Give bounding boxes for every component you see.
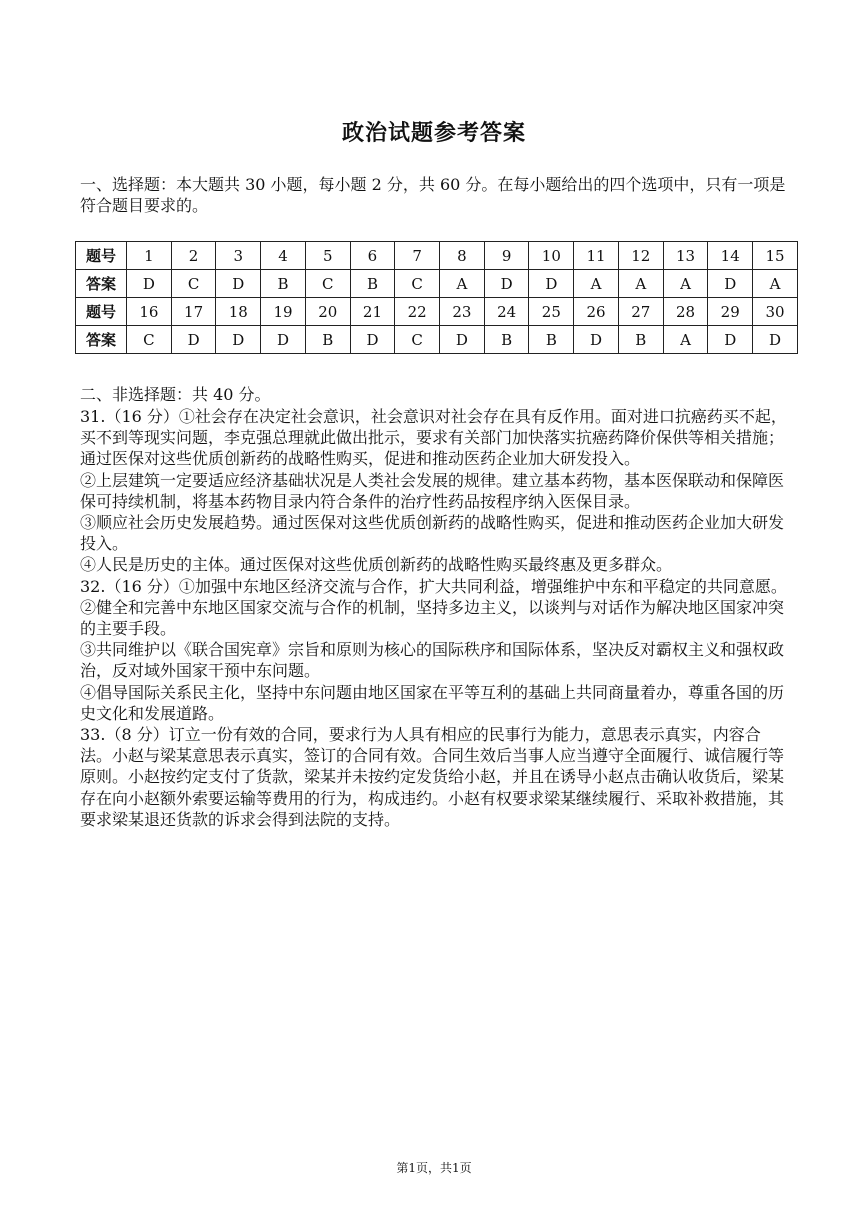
answer-cell: D bbox=[127, 270, 172, 298]
question-number: 4 bbox=[261, 242, 306, 270]
row-label: 答案 bbox=[76, 270, 127, 298]
question-number: 27 bbox=[618, 298, 663, 326]
question-number: 22 bbox=[395, 298, 440, 326]
question-number: 30 bbox=[753, 298, 798, 326]
question-number: 8 bbox=[440, 242, 485, 270]
answer-paragraph: 33.（8 分）订立一份有效的合同，要求行为人具有相应的民事行为能力，意思表示真实，内容合法。小赵与梁某意思表示真实，签订的合同有效。合同生效后当事人应当遵守全面履行、诚信履行等原则。小赵按约定支付了货款，梁某并未按约定发货给小赵，并且在诱导小赵点击确认收货后，梁某存在向小赵额外索要运输等费用的行为，构成违约。小赵有权要求梁某继续履行、采取补救措施，其要求梁某退还货款的诉求会得到法院的支持。 bbox=[80, 725, 785, 829]
answer-cell: D bbox=[261, 326, 306, 354]
answer-cell: B bbox=[261, 270, 306, 298]
page-footer: 第1页，共1页 bbox=[396, 1161, 472, 1175]
answer-cell: C bbox=[171, 270, 216, 298]
question-number: 9 bbox=[484, 242, 529, 270]
answer-cell: C bbox=[395, 326, 440, 354]
page-title: 政治试题参考答案 bbox=[341, 120, 526, 146]
answer-cell: D bbox=[171, 326, 216, 354]
answer-cell: D bbox=[350, 326, 395, 354]
question-number: 5 bbox=[305, 242, 350, 270]
question-number: 16 bbox=[127, 298, 172, 326]
answer-cell: D bbox=[708, 270, 753, 298]
question-number: 21 bbox=[350, 298, 395, 326]
question-number: 18 bbox=[216, 298, 261, 326]
answer-paragraph: ④人民是历史的主体。通过医保对这些优质创新药的战略性购买最终惠及更多群众。 bbox=[80, 555, 673, 575]
answer-cell: B bbox=[484, 326, 529, 354]
question-number: 24 bbox=[484, 298, 529, 326]
question-number: 20 bbox=[305, 298, 350, 326]
answer-cell: A bbox=[440, 270, 485, 298]
answer-cell: C bbox=[305, 270, 350, 298]
question-number: 6 bbox=[350, 242, 395, 270]
question-number: 28 bbox=[663, 298, 708, 326]
answer-cell: B bbox=[529, 326, 574, 354]
section2-heading: 二、非选择题：共 40 分。 bbox=[80, 385, 271, 404]
answer-cell: B bbox=[305, 326, 350, 354]
answer-cell: B bbox=[350, 270, 395, 298]
question-number: 3 bbox=[216, 242, 261, 270]
answer-paragraph: ③共同维护以《联合国宪章》宗旨和原则为核心的国际秩序和国际体系，坚决反对霸权主义和强权政治，反对域外国家干预中东问题。 bbox=[80, 640, 785, 681]
answer-paragraph: ③顺应社会历史发展趋势。通过医保对这些优质创新药的战略性购买，促进和推动医药企业加大研发投入。 bbox=[80, 513, 785, 554]
question-number: 17 bbox=[171, 298, 216, 326]
answer-cell: D bbox=[753, 326, 798, 354]
question-number: 29 bbox=[708, 298, 753, 326]
question-number: 13 bbox=[663, 242, 708, 270]
question-number: 26 bbox=[574, 298, 619, 326]
answer-cell: D bbox=[440, 326, 485, 354]
answer-cell: B bbox=[618, 326, 663, 354]
question-number: 7 bbox=[395, 242, 440, 270]
answer-paragraph: 31.（16 分）①社会存在决定社会意识，社会意识对社会存在具有反作用。面对进口抗癌药买不起，买不到等现实问题，李克强总理就此做出批示，要求有关部门加快落实抗癌药降价保供等相关措施；通过医保对这些优质创新药的战略性购买，促进和推动医药企业加大研发投入。 bbox=[80, 407, 787, 469]
question-number-row bbox=[76, 242, 798, 270]
question-number: 10 bbox=[529, 242, 574, 270]
answer-table bbox=[75, 241, 798, 354]
question-number: 11 bbox=[574, 242, 619, 270]
row-label: 答案 bbox=[76, 326, 127, 354]
question-number-row bbox=[76, 298, 798, 326]
answer-cell: A bbox=[663, 326, 708, 354]
question-number: 14 bbox=[708, 242, 753, 270]
question-number: 15 bbox=[753, 242, 798, 270]
answer-cell: A bbox=[574, 270, 619, 298]
answer-cell: A bbox=[618, 270, 663, 298]
answer-cell: D bbox=[216, 270, 261, 298]
answer-cell: D bbox=[708, 326, 753, 354]
answer-cell: D bbox=[529, 270, 574, 298]
question-number: 19 bbox=[261, 298, 306, 326]
answer-cell: A bbox=[663, 270, 708, 298]
answer-row bbox=[76, 270, 798, 298]
answer-paragraph: 32.（16 分）①加强中东地区经济交流与合作，扩大共同利益，增强维护中东和平稳定的共同意愿。②健全和完善中东地区国家交流与合作的机制，坚持多边主义，以谈判与对话作为解决地区国家冲突的主要手段。 bbox=[80, 576, 787, 639]
question-number: 1 bbox=[127, 242, 172, 270]
question-number: 12 bbox=[618, 242, 663, 270]
section1-instructions: 一、选择题：本大题共 30 小题，每小题 2 分，共 60 分。在每小题给出的四个选项中，只有一项是符合题目要求的。 bbox=[80, 175, 786, 215]
row-label: 题号 bbox=[76, 242, 127, 270]
row-label: 题号 bbox=[76, 298, 127, 326]
answer-body bbox=[80, 406, 792, 830]
question-number: 2 bbox=[171, 242, 216, 270]
answer-cell: C bbox=[395, 270, 440, 298]
answer-cell: D bbox=[484, 270, 529, 298]
question-number: 25 bbox=[529, 298, 574, 326]
answer-paragraph: ②上层建筑一定要适应经济基础状况是人类社会发展的规律。建立基本药物，基本医保联动和保障医保可持续机制，将基本药物目录内符合条件的治疗性药品按程序纳入医保目录。 bbox=[80, 470, 785, 511]
answer-row bbox=[76, 326, 798, 354]
answer-cell: C bbox=[127, 326, 172, 354]
question-number: 23 bbox=[440, 298, 485, 326]
answer-paragraph: ④倡导国际关系民主化，坚持中东问题由地区国家在平等互利的基础上共同商量着办，尊重各国的历史文化和发展道路。 bbox=[80, 682, 785, 723]
answer-cell: D bbox=[574, 326, 619, 354]
answer-cell: D bbox=[216, 326, 261, 354]
answer-cell: A bbox=[753, 270, 798, 298]
